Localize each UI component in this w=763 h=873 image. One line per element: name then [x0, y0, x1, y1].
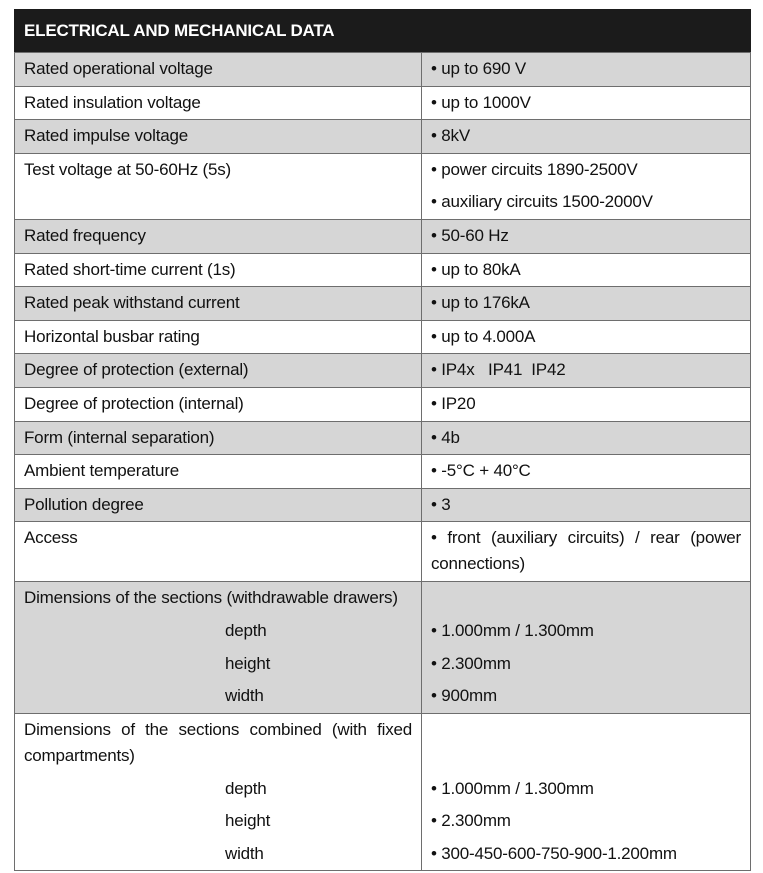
table-row	[15, 53, 751, 87]
width-value: • 300-450-600-750-900-1.200mm	[431, 843, 677, 863]
row-value: • 8kV	[422, 120, 751, 154]
row-value: • up to 80kA	[422, 253, 751, 287]
value-line: • auxiliary circuits 1500-2000V	[431, 192, 653, 212]
row-label: Ambient temperature	[15, 455, 422, 489]
row-value: • IP4x IP41 IP42	[422, 354, 751, 388]
row-value: • up to 690 V	[422, 53, 751, 87]
table-row	[15, 387, 751, 421]
section-label: Dimensions of the sections (withdrawable drawers)	[24, 588, 398, 608]
row-label: Degree of protection (external)	[15, 354, 422, 388]
sub-label-height: height	[225, 653, 271, 673]
sub-label-width: width	[225, 843, 264, 863]
table-row	[15, 320, 751, 354]
row-label: Test voltage at 50-60Hz (5s)	[15, 153, 422, 219]
width-value: • 900mm	[431, 686, 497, 706]
row-label: Rated peak withstand current	[15, 287, 422, 321]
table-row	[15, 354, 751, 388]
row-value: • 4b	[422, 421, 751, 455]
sub-label-height: height	[225, 811, 271, 831]
sub-label-width: width	[225, 686, 264, 706]
row-value	[422, 153, 751, 219]
row-value	[422, 582, 751, 713]
height-value: • 2.300mm	[431, 811, 511, 831]
table-row	[15, 455, 751, 489]
row-label: Horizontal busbar rating	[15, 320, 422, 354]
table-row	[15, 488, 751, 522]
row-value: • -5°C + 40°C	[422, 455, 751, 489]
row-value: • up to 176kA	[422, 287, 751, 321]
row-value	[422, 522, 751, 582]
row-label	[15, 713, 422, 871]
table-row	[15, 421, 751, 455]
table-row	[15, 153, 751, 219]
sub-label-depth: depth	[225, 778, 267, 798]
row-label: Rated frequency	[15, 219, 422, 253]
row-label: Rated insulation voltage	[15, 86, 422, 120]
sub-label-depth: depth	[225, 620, 267, 640]
height-value: • 2.300mm	[431, 653, 511, 673]
row-label: Form (internal separation)	[15, 421, 422, 455]
row-value: • up to 4.000A	[422, 320, 751, 354]
table-row-drawers	[15, 582, 751, 713]
table-row	[15, 120, 751, 154]
row-label: Degree of protection (internal)	[15, 387, 422, 421]
table-row	[15, 219, 751, 253]
row-value: • 50-60 Hz	[422, 219, 751, 253]
row-value: • IP20	[422, 387, 751, 421]
value-line: • front (auxiliary circuits) / rear (power connections)	[431, 528, 741, 574]
depth-value: • 1.000mm / 1.300mm	[431, 778, 594, 798]
table-row	[15, 253, 751, 287]
row-label: Rated short-time current (1s)	[15, 253, 422, 287]
table-row	[15, 522, 751, 582]
depth-value: • 1.000mm / 1.300mm	[431, 620, 594, 640]
table-row	[15, 86, 751, 120]
row-label	[15, 582, 422, 713]
table-title: ELECTRICAL AND MECHANICAL DATA	[14, 9, 751, 52]
table-row	[15, 287, 751, 321]
row-value: • up to 1000V	[422, 86, 751, 120]
value-line: • power circuits 1890-2500V	[431, 159, 638, 179]
section-label: Dimensions of the sections combined (with fixed compartments)	[24, 719, 412, 765]
row-label: Pollution degree	[15, 488, 422, 522]
row-label: Rated operational voltage	[15, 53, 422, 87]
row-value: • 3	[422, 488, 751, 522]
row-label: Rated impulse voltage	[15, 120, 422, 154]
specs-table	[14, 52, 751, 871]
row-value	[422, 713, 751, 871]
table-row-fixed	[15, 713, 751, 871]
data-sheet	[14, 9, 751, 871]
row-label: Access	[15, 522, 422, 582]
